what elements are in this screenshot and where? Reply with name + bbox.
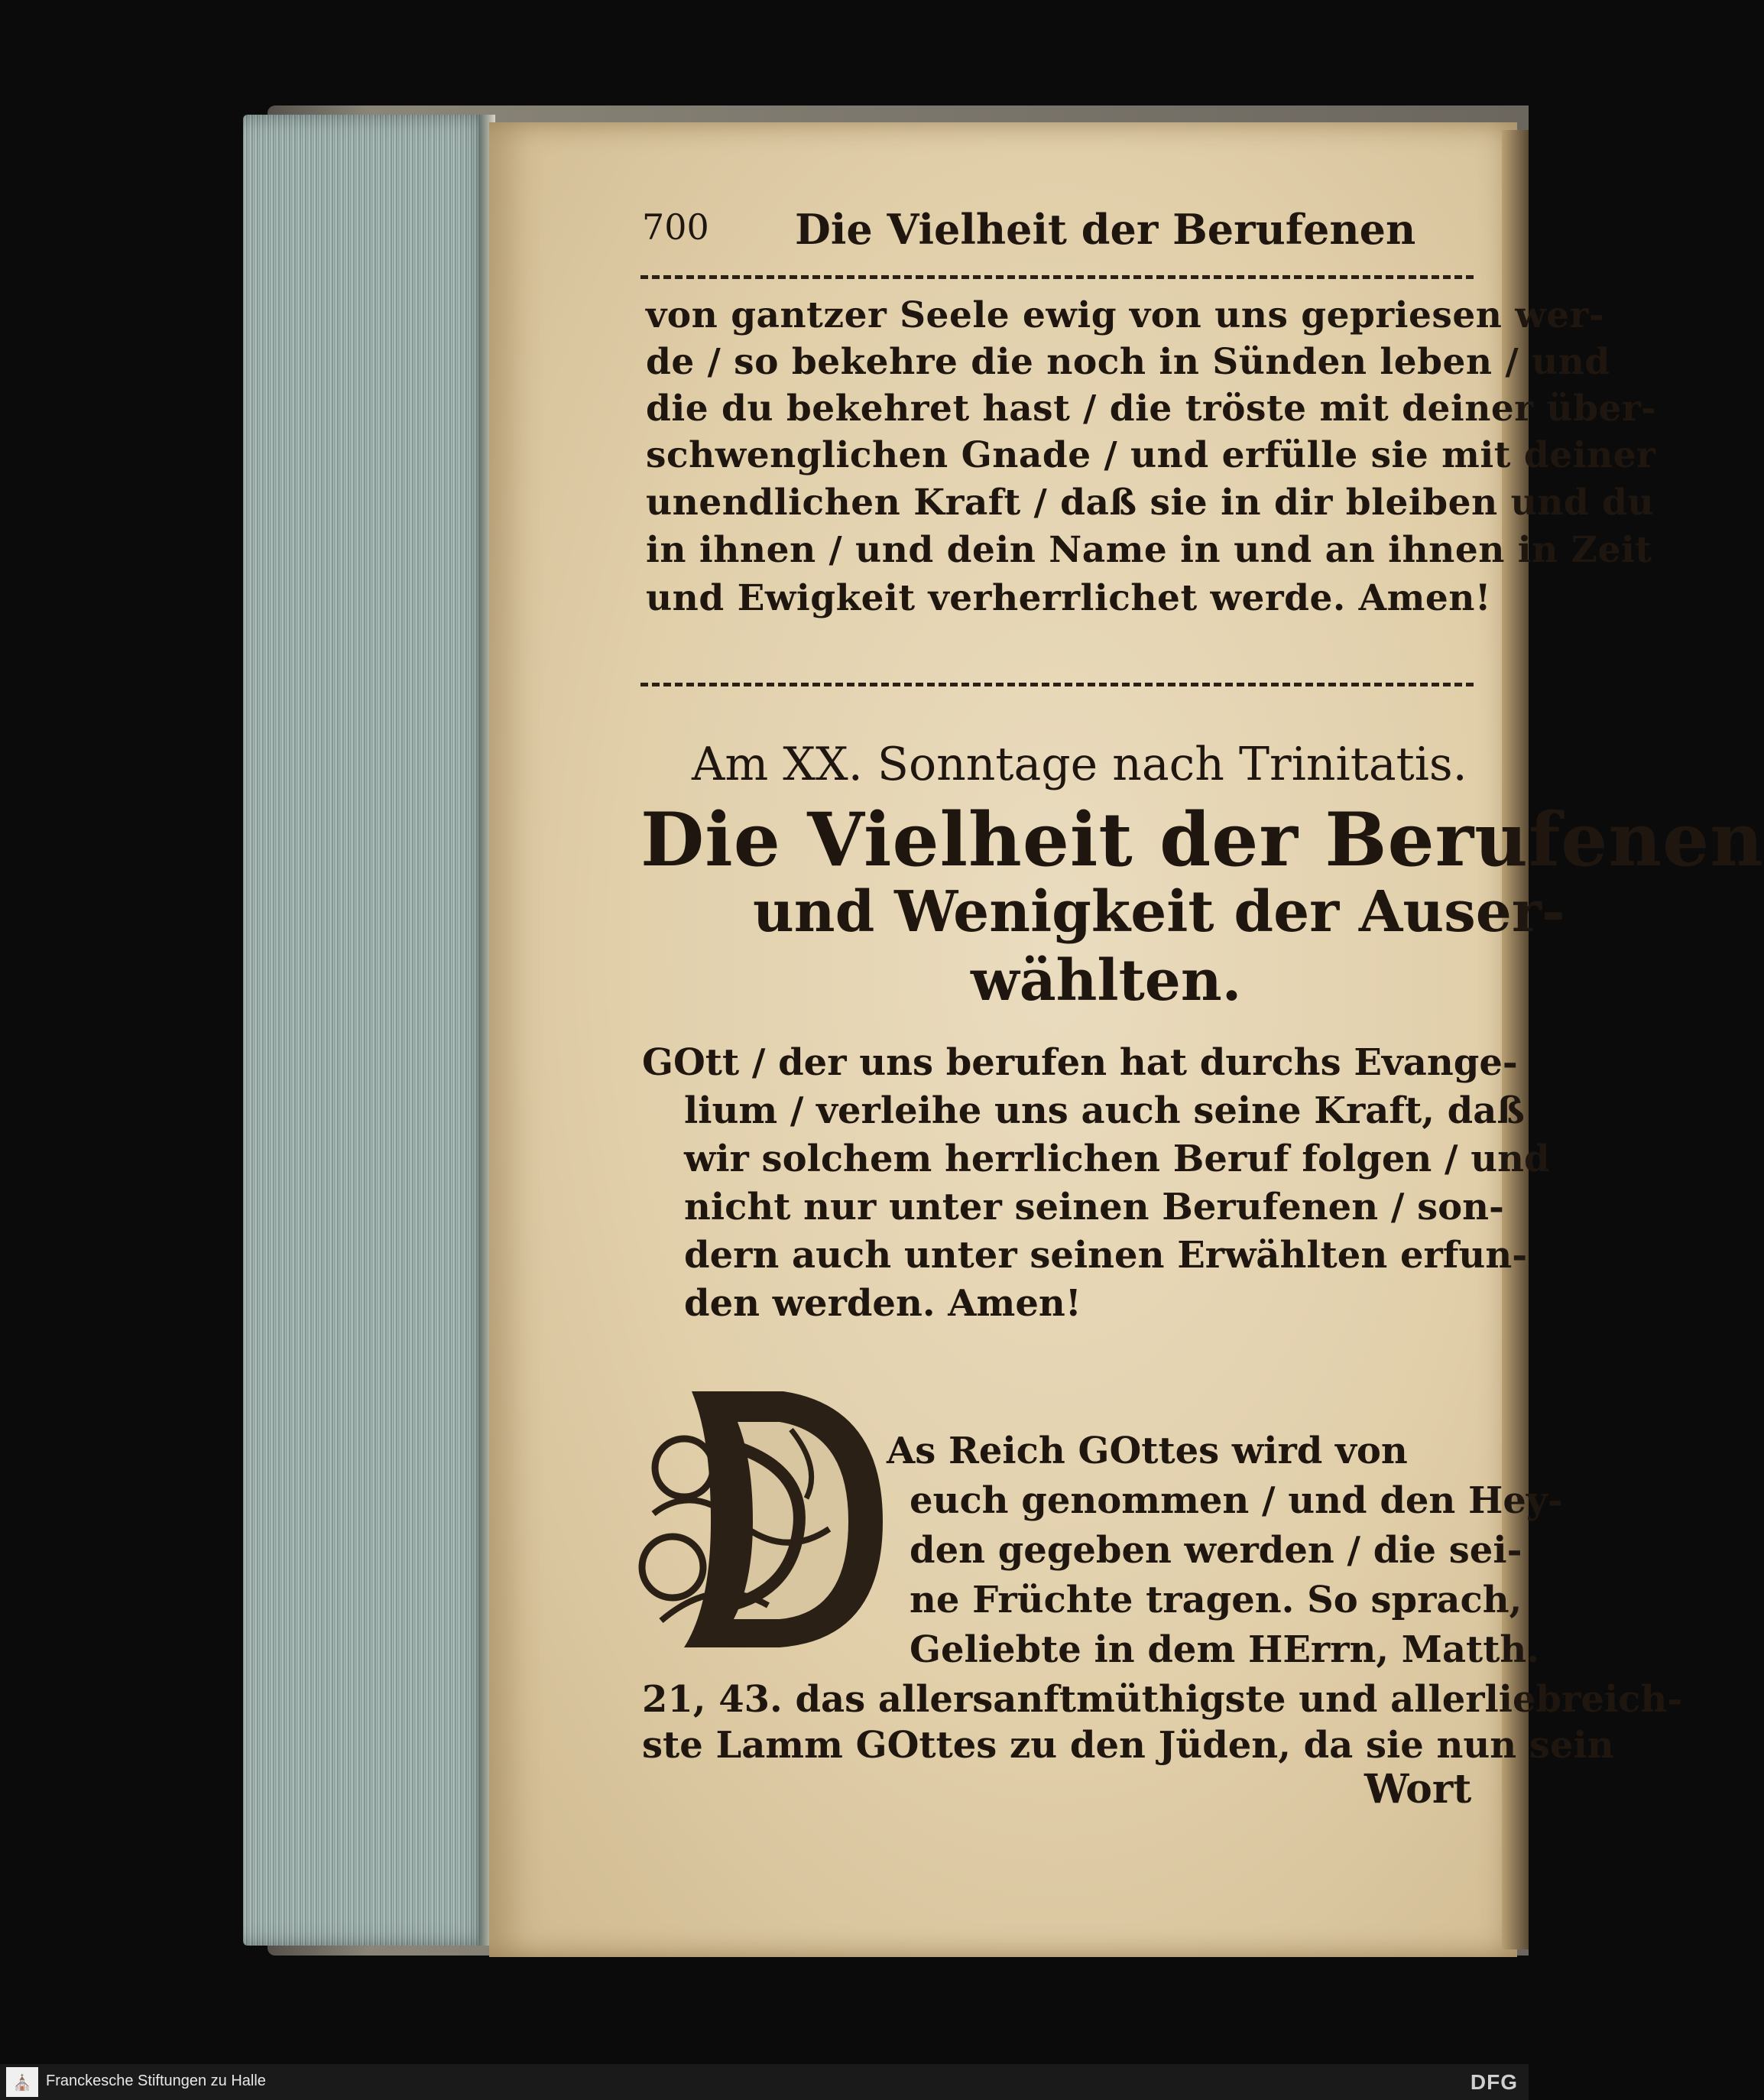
text-line: in ihnen / und dein Name in und an ihnen in Zeit	[646, 529, 1652, 571]
text-line: de / so bekehre die noch in Sünden leben / und	[646, 341, 1610, 383]
viewer-footer-bar	[0, 2064, 1529, 2100]
text-line: As Reich GOttes wird von	[887, 1430, 1408, 1472]
text-line: schwenglichen Gnade / und erfülle sie mit deiner	[646, 434, 1656, 476]
text-line: ste Lamm GOttes zu den Jüden, da sie nun sein	[642, 1724, 1614, 1767]
section-title-line-2: und Wenigkeit der Auser-	[753, 879, 1565, 945]
section-divider-rule	[640, 683, 1474, 686]
section-title-line-3: wählten.	[971, 948, 1242, 1014]
page-stack-edge	[243, 115, 495, 1946]
text-line: und Ewigkeit verherrlichet werde. Amen!	[646, 577, 1492, 619]
text-line: 21, 43. das allersanftmüthigste und allerliebreich-	[642, 1678, 1683, 1721]
text-line: die du bekehret hast / die tröste mit deiner über-	[646, 388, 1657, 430]
page-number: 700	[642, 206, 709, 248]
text-line: von gantzer Seele ewig von uns gepriesen wer-	[646, 294, 1604, 336]
text-line: lium / verleihe uns auch seine Kraft, daß	[684, 1089, 1525, 1132]
text-line: unendlichen Kraft / daß sie in dir bleiben und du	[646, 482, 1655, 524]
institution-name: Franckesche Stiftungen zu Halle	[46, 2072, 266, 2089]
running-title: Die Vielheit der Berufenen	[795, 205, 1416, 254]
text-line: Geliebte in dem HErrn, Matth.	[910, 1628, 1539, 1671]
occasion-heading: Am XX. Sonntage nach Trinitatis.	[692, 738, 1467, 791]
catchword: Wort	[1364, 1766, 1472, 1813]
text-line: wir solchem herrlichen Beruf folgen / und	[684, 1138, 1550, 1180]
text-line: dern auch unter seinen Erwählten erfun-	[684, 1234, 1528, 1277]
section-title-line-1: Die Vielheit der Berufenen	[640, 797, 1764, 883]
text-line: nicht nur unter seinen Berufenen / son-	[684, 1186, 1504, 1229]
text-line: euch genommen / und den Hey-	[910, 1479, 1563, 1522]
ornamental-dropcap-icon	[638, 1376, 890, 1659]
header-rule	[640, 275, 1474, 279]
text-line: ne Früchte tragen. So sprach,	[910, 1579, 1522, 1621]
text-line: GOtt / der uns berufen hat durchs Evange-	[642, 1041, 1518, 1084]
text-line: den gegeben werden / die sei-	[910, 1529, 1522, 1572]
institution-logo-icon: ⛪	[6, 2067, 38, 2097]
dfg-logo: DFG	[1470, 2070, 1518, 2094]
text-line: den werden. Amen!	[684, 1282, 1081, 1325]
